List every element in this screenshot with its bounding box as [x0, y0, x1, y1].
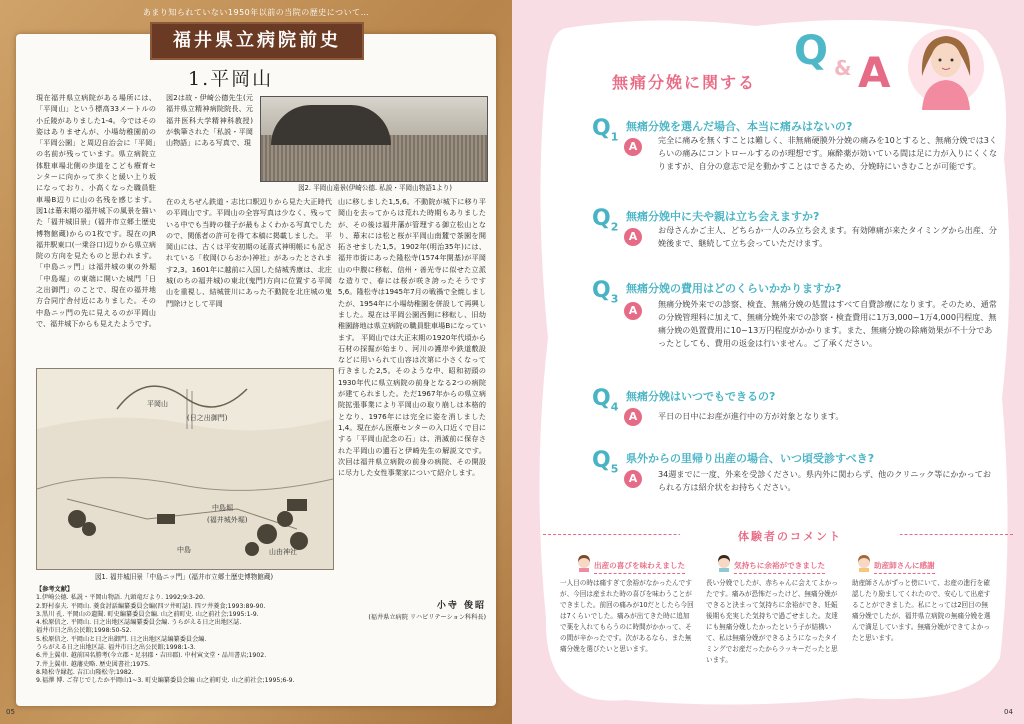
author-name: 小寺 俊昭: [436, 601, 486, 611]
page-number-right: 04: [1004, 708, 1013, 716]
references-title: 【参考文献】: [36, 586, 74, 593]
q2-label: $Q_2$: [592, 206, 619, 234]
historical-map-illustration: [36, 368, 334, 570]
map-label-moat: 中島堀: [212, 504, 233, 512]
q5-label: $Q_5$: [592, 448, 619, 476]
body-column-1: 現在福井県立病院がある場所には、「平岡山」という標高33メートルの小丘陵がありました1-4。今ではその姿はありませんが、小場幼稚園前の「平岡公園」と周辺自治会に「平岡」の名前が残っています。県立病院立体駐車場北側の歩道をこども療育センターに向かって歩くと緩い上り坂になっており、小高くなった職員駐車場B辺りに山の名残を感じます。 図1は幕末期の福井城下の風景を描いた「福井城旧景」(福井市立郷土歴史博物館蔵)からの1枚です。現在のJR福井駅東口(一乗谷口)辺りから県立病院の方向を見たものと思われます。「中島ニッ門」は福井城の東の外堀「中島堀」の東端に開いた城門「日之出御門」のことで、現在の福井地方合同庁舎付近にありました。その中島ニッ門の先に見えるのが平岡山で、福井城下からも見えたようです。: [36, 93, 156, 328]
q3-question: 無痛分娩の費用はどのくらいかかりますか?: [626, 282, 842, 295]
experience-title: 体験者のコメント: [680, 528, 900, 544]
map-caption: 図1. 福井城旧景「中島ニッ門」(福井市立郷土歴史博物館蔵): [94, 573, 274, 581]
experience-2-heading: 気持ちに余裕ができました: [734, 560, 825, 574]
author-affiliation: (福井県立病院 リハビリテーション科科長): [368, 614, 486, 621]
q4-question: 無痛分娩はいつでもできるの?: [626, 390, 776, 403]
experience-1-heading: 出産の喜びを味わえました: [594, 560, 685, 574]
reference-item: 7.井上翼車. 越藩史略. 歴史図書社;1975.: [36, 660, 151, 668]
page-number-left: 05: [6, 708, 15, 716]
section-title: 1.平岡山: [188, 68, 274, 90]
reference-item: 5.松原信之. 平岡山と日之出御門. 日之出地区誌編纂委員会編.: [36, 635, 207, 643]
map-label-gate: (日之出御門): [187, 414, 228, 422]
a2-icon: A: [624, 228, 642, 246]
map-drawing: [37, 369, 333, 569]
map-label-nakajima: 中島: [177, 546, 191, 554]
q1-label: $Q_1$: [592, 116, 619, 144]
big-a-letter: A: [858, 48, 891, 97]
body-column-2b: 在のえちぜん鉄道・志比口駅辺りから見た大正時代の平岡山です。平岡山の全容写真は少なく、残っている中でも当時の様子が最もよくわかる写真でしたので、関係者の許可を得て本稿に掲載しました。 平岡山には、古くは平安初期の延喜式神明帳にも記されている「枚岡(ひらおか)神社」があったとされます2,3。1601年に越前に入国した結城秀康は、北庄城(のちの福井城)の東北(鬼門)方向に位置する平岡山を重視し、結城笹川にあった不動院を北庄城の鬼門除けとして平岡: [166, 197, 332, 308]
experience-3-text: 助産師さんがずっと傍にいて、お産の進行を確認したり励ましてくれたので、安心して出産することができました。私にとっては2回目の無痛分娩でしたが、福井県立病院の無痛分娩を選んで満足しています。無痛分娩ができてよかったと思います。: [852, 579, 991, 642]
experience-1-text: 一人目の時は痛すぎて余裕がなかったんですが、今回は産まれた時の喜びを味わうことができました。前回の痛みが10だとしたら今回は7くらいでした。痛みが出てきた時に追加で薬を入れてもらうのに時間がかかって、その間が辛かったです。次があるなら、また無痛分娩を選びたいと思います。: [560, 579, 694, 653]
q5-question: 県外からの里帰り出産の場合、いつ頃受診すべき?: [626, 452, 875, 465]
woman-face-icon: [716, 554, 732, 572]
hiraokayama-photo: [260, 96, 488, 182]
q1-question: 無痛分娩を選んだ場合、本当に痛みはないの?: [626, 120, 853, 133]
reference-item: 4.松原信之. 平岡山. 日之出地区誌編纂委員会編. うらがえる日之出地区誌.: [36, 619, 242, 627]
experience-3-heading: 助産師さんに感謝: [874, 560, 935, 574]
reference-item: 1.伊崎公德. 私説・平岡山物語. 九頭竜だより. 1992;9:3-20.: [36, 594, 205, 602]
a5-icon: A: [624, 470, 642, 488]
body-column-3: 山に移しました1,5,6。不動院が城下に移り平岡山を去ってからは荒れた時期もありましたが、その後は福井藩が管理する御立松山となり、幕末には松と桜が平岡山南麓で茶園を開拓させました1,5。1902年(明治35年)には、福井市街にあった隆松寺(1574年開基)が平岡山の中腹に移転、信州・善光寺に似せた立派な造りで、春には桜が咲き誇ったそうです5,6。隆松寺は1945年7月の戦禍で全焼しましたが、1954年に小場幼稚園を併設して再興しました。現在は平岡公園西側に移転し、旧幼稚園跡地は県立病院の職員駐車場Bになっています。 平岡山では大正末期の1920年代頃から石材の採掘が始まり、河川の護岸や鉄道敷設などに用いられて山容は次第に小さくなって行きました2,5。そのような中、昭和初頭の1930年代に県立病院の前身となる2つの病院が建てられました。ただ1967年からの県立病院拡張事業により平岡山の取り崩しは本格的となり、1976年には完全に姿を消しました1,4。現在がん医療センターの入口近くで目にする「平岡山記念の石」は、消滅前に保存された平岡山の遺石と伊崎先生の解説文です。 次回は福井県立病院の前身の病院、その開設に尽力した女性事業家について紹介します。: [338, 197, 486, 478]
big-q-letter: Q: [794, 28, 829, 74]
references: [36, 586, 336, 686]
page-title: 福井県立病院前史: [150, 22, 364, 60]
a4-icon: A: [624, 408, 642, 426]
reference-item: 2.野村泰夫. 平岡山. 菱食討話編纂委員会編(四ツ井町誌). 四ツ井菱食;1993:89-90.: [36, 602, 266, 610]
reference-item: 6.井上翼車. 越前国名勝考(今立郡・足羽郡・吉田郡). 中村寅文堂・品川書店;1902.: [36, 652, 267, 660]
map-label-outer-moat: (福井城外堀): [207, 516, 248, 524]
reference-item: 8.隆松寺縁起. 吉江山隆松寺;1982.: [36, 668, 134, 676]
experience-2-text: 長い分娩でしたが、赤ちゃんに会えてよかったです。痛みが恐怖だったけど、無痛分娩ができると決まって気持ちに余裕ができ、妊娠後期も充実した気持ちで過ごせました。友達にも無痛分娩したかったという子が結構いて、私は無痛分娩ができるようになったタイミングでお産だったからラッキーだったと思います。: [706, 579, 838, 664]
woman-face-icon: [856, 554, 872, 572]
a3-answer: 無痛分娩外来での診察、検査、無痛分娩の処置はすべて自費診療になります。そのため、通常の分娩管理料に加えて、無痛分娩外来での診察・検査費用に1万3,000~1万4,000円程度、無痛分娩の処置費用に10~13万円程度がかかります。また、無痛分娩の除痛効果が不十分であったとしても、費用の返金は行いません。ご了承ください。: [658, 299, 997, 348]
a3-icon: A: [624, 302, 642, 320]
a5-answer: 34週までに一度、外来を受診ください。県内外に関わらず、他のクリニック等にかかっておられる方は紹介状をお持ちください。: [658, 469, 991, 492]
woman-face-icon: [576, 554, 592, 572]
q3-label: $Q_3$: [592, 278, 619, 306]
body-column-2: 図2は故・伊崎公德先生(元福井県立精神病院院長、元福井医科大学精神科教授)が執筆された「私説・平岡山物語」にある写真で、現: [166, 93, 253, 148]
photo-caption: 図2. 平岡山遠景(伊崎公德. 私説・平岡山物語1より): [298, 184, 452, 192]
q4-label: $Q_4$: [592, 386, 619, 414]
reference-item: 9.福澤 博. ご存じでしたか平岡山1~3. 町史編纂委員会編 山之前町史. 山之前社会;1995;6-9.: [36, 677, 295, 685]
a1-answer: 完全に痛みを無くすことは難しく、非無痛硬膜外分娩の痛みを10とすると、無痛分娩では3くらいの痛みにコントロールするのが理想です。麻酔薬が効いている間は足に力が入りにくくなりますが、自分の意志で足を動かすことはできるため、分娩時にいきむことが可能です。: [658, 135, 998, 171]
a4-answer: 平日の日中にお産が進行中の方が対象となります。: [658, 411, 844, 421]
qa-title: 無痛分娩に関する: [612, 73, 757, 92]
a2-answer: お母さんかご主人、どちらか一人のみ立ち会えます。有効陣痛が来たタイミングから出産、分娩後まで、継続して立ち会っていただけます。: [658, 225, 997, 248]
a1-icon: A: [624, 138, 642, 156]
mother-illustration-icon: [908, 24, 984, 110]
big-ampersand: &: [834, 56, 852, 80]
reference-item: 福井市日之出公民館;1998:50-52.: [36, 627, 132, 635]
reference-item: うらがえる日之出地区誌. 福井市日之出公民館;1998:1-3.: [36, 644, 196, 652]
header-ribbon: あまり知られていない1950年以前の当院の歴史について…: [142, 8, 370, 17]
map-label-hiraokayama: 平岡山: [147, 400, 168, 408]
q2-question: 無痛分娩中に夫や親は立ち会えますか?: [626, 210, 820, 223]
reference-item: 3.黒川 孔. 平岡山の遺聞. 町史編纂委員会編. 山之前町史. 山之前社会;1995:1-9.: [36, 610, 259, 618]
map-label-shrine: 山由神社: [269, 548, 297, 556]
